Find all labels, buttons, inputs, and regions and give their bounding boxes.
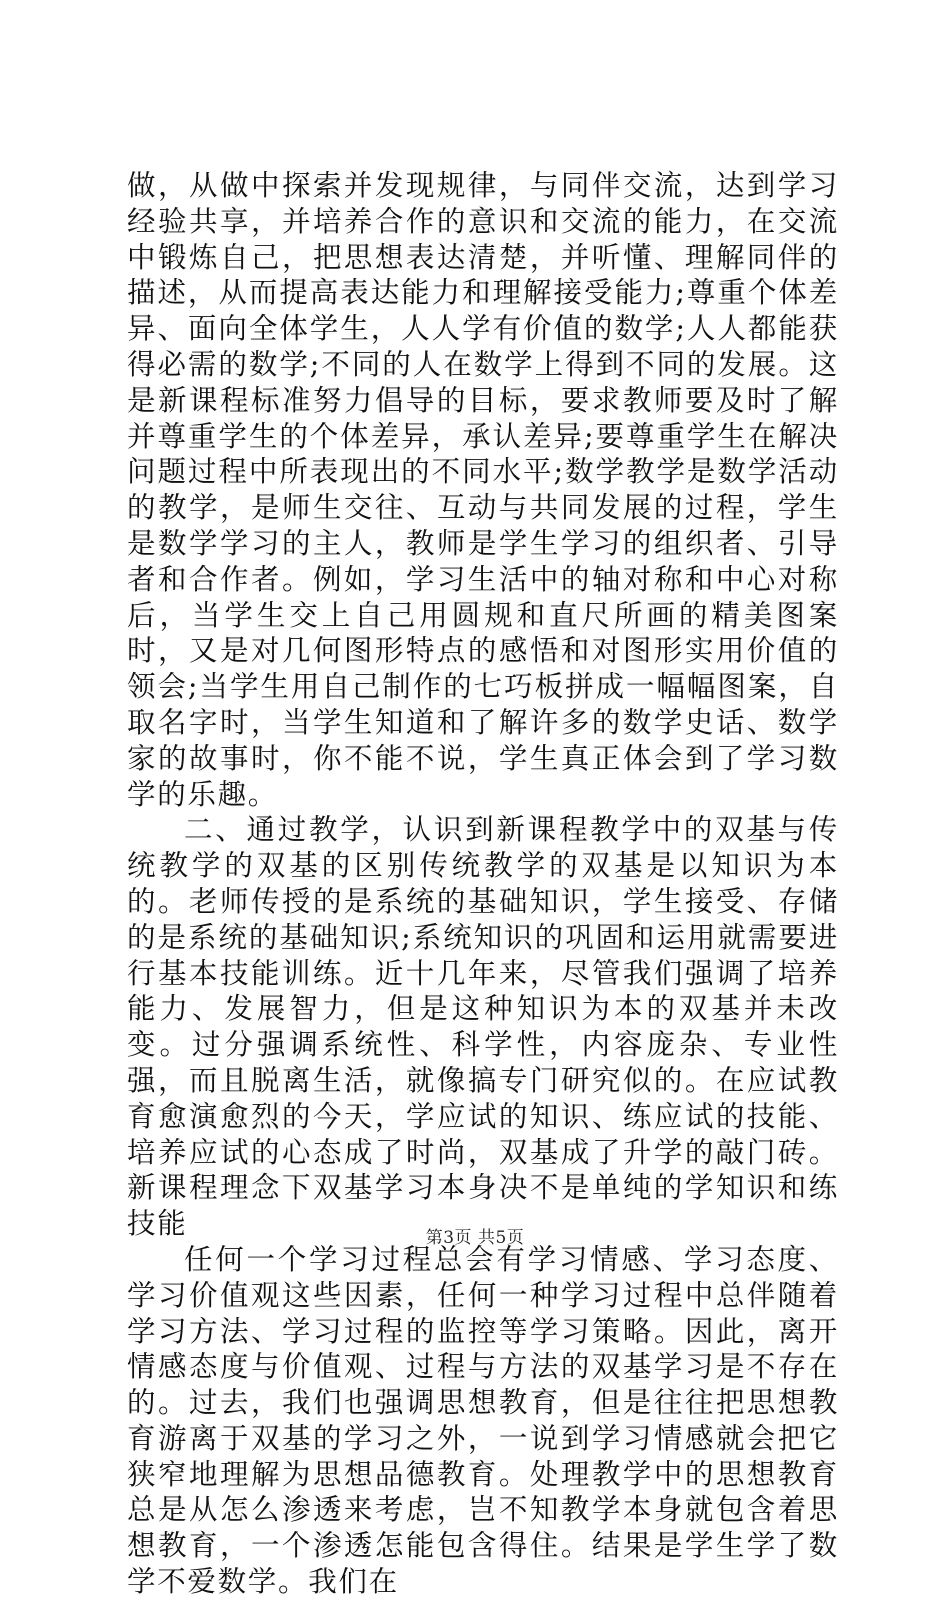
document-body	[127, 168, 839, 1600]
paragraph-3: 任何一个学习过程总会有学习情感、学习态度、学习价值观这些因素，任何一种学习过程中总伴随着学习方法、学习过程的监控等学习策略。因此，离开情感态度与价值观、过程与方法的双基学习是不存在的。过去，我们也强调思想教育，但是往往把思想教育游离于双基的学习之外，一说到学习情感就会把它狭窄地理解为思想品德教育。处理教学中的思想教育总是从怎么渗透来考虑，岂不知教学本身就包含着思想教育，一个渗透怎能包含得住。结果是学生学了数学不爱数学。我们在	[127, 1242, 839, 1599]
paragraph-2: 二、通过教学，认识到新课程教学中的双基与传统教学的双基的区别传统教学的双基是以知识为本的。老师传授的是系统的基础知识，学生接受、存储的是系统的基础知识;系统知识的巩固和运用就需要进行基本技能训练。近十几年来，尽管我们强调了培养能力、发展智力，但是这种知识为本的双基并未改变。过分强调系统性、科学性，内容庞杂、专业性强，而且脱离生活，就像搞专门研究似的。在应试教育愈演愈烈的今天，学应试的知识、练应试的技能、培养应试的心态成了时尚，双基成了升学的敲门砖。新课程理念下双基学习本身决不是单纯的学知识和练技能	[127, 813, 839, 1241]
page-number-footer: 第3页 共5页	[425, 1228, 525, 1248]
paragraph-1: 做，从做中探索并发现规律，与同伴交流，达到学习经验共享，并培养合作的意识和交流的能力，在交流中锻炼自己，把思想表达清楚，并听懂、理解同伴的描述，从而提高表达能力和理解接受能力;尊重个体差异、面向全体学生，人人学有价值的数学;人人都能获得必需的数学;不同的人在数学上得到不同的发展。这是新课程标准努力倡导的目标，要求教师要及时了解并尊重学生的个体差异，承认差异;要尊重学生在解决问题过程中所表现出的不同水平;数学教学是数学活动的教学，是师生交往、互动与共同发展的过程，学生是数学学习的主人，教师是学生学习的组织者、引导者和合作者。例如，学习生活中的轴对称和中心对称后，当学生交上自己用圆规和直尺所画的精美图案时，又是对几何图形特点的感悟和对图形实用价值的领会;当学生用自己制作的七巧板拼成一幅幅图案，自取名字时，当学生知道和了解许多的数学史话、数学家的故事时，你不能不说，学生真正体会到了学习数学的乐趣。	[127, 169, 839, 811]
